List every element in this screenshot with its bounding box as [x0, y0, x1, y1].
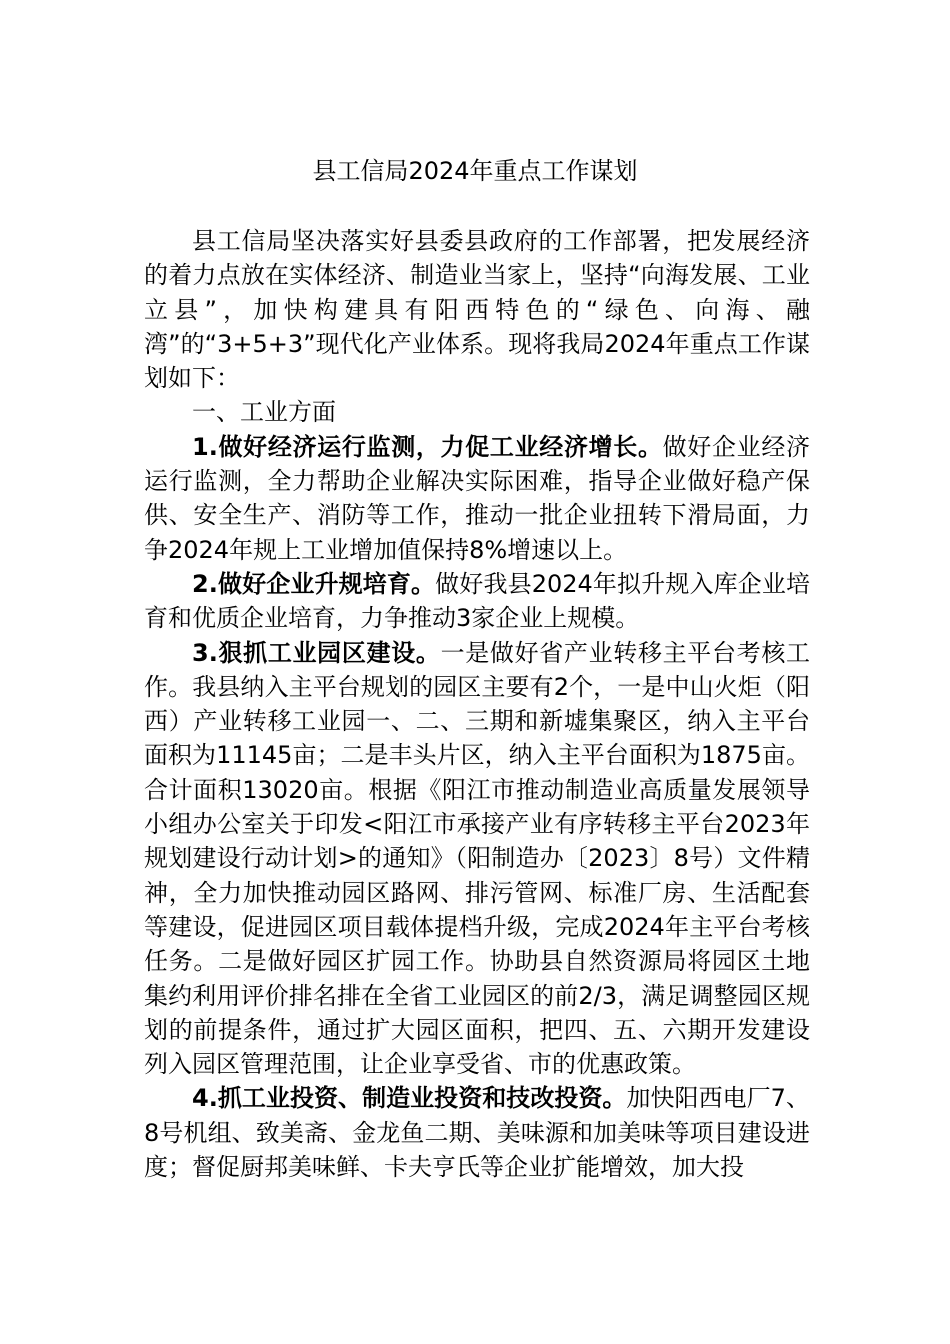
item-text: 做好企业经济运行监测，全力帮助企业解决实际困难，指导企业做好稳产保供、安全生产、消防等工作，推动一批企业扭转下滑局面，力争2024年规上工业增加值保持8%增速以上。 [144, 432, 810, 564]
item-lead: 4.抓工业投资、制造业投资和技改投资。 [192, 1084, 627, 1113]
item-lead: 1.做好经济运行监测，力促工业经济增长。 [192, 432, 663, 461]
item-paragraph [144, 1081, 810, 1184]
item-lead: 3.狠抓工业园区建设。 [192, 638, 441, 667]
document-title: 县工信局2024年重点工作谋划 [312, 157, 638, 185]
section-heading: 一、工业方面 [192, 398, 336, 427]
item-text: 做好我县2024年拟升规入库企业培育和优质企业培育，力争推动3家企业上规模。 [144, 569, 810, 633]
item-text: 一是做好省产业转移主平台考核工作。我县纳入主平台规划的园区主要有2个，一是中山火炬（阳西）产业转移工业园一、二、三期和新墟集聚区，纳入主平台面积为11145亩；二是丰头片区，纳入主平台面积为1875亩。合计面积13020亩。根据《阳江市推动制造业高质量发展领导小组办公室关于印发<阳江市承接产业有序转移主平台2023年规划建设行动计划>的通知》（阳制造办〔2023〕8号）文件精神，全力加快推动园区路网、排污管网、标准厂房、生活配套等建设，促进园区项目载体提档升级，完成2024年主平台考核任务。二是做好园区扩园工作。协助县自然资源局将园区土地集约利用评价排名排在全省工业园区的前2/3，满足调整园区规划的前提条件，通过扩大园区面积，把四、五、六期开发建设列入园区管理范围，让企业享受省、市的优惠政策。 [144, 638, 810, 1079]
item-lead: 2.做好企业升规培育。 [192, 569, 436, 598]
item-paragraph [144, 567, 810, 636]
item-paragraph [144, 636, 810, 1082]
item-paragraph [144, 430, 810, 567]
intro-paragraph: 县工信局坚决落实好县委县政府的工作部署，把发展经济的着力点放在实体经济、制造业当家上，坚持“向海发展、工业立县”，加快构建具有阳西特色的“绿色、向海、融湾”的“3+5+3”现代化产业体系。现将我局2024年重点工作谋划如下： [144, 227, 810, 393]
item-text: 加快阳西电厂7、8号机组、致美斋、金龙鱼二期、美味源和加美味等项目建设进度；督促厨邦美味鲜、卡夫亨氏等企业扩能增效，加大投 [144, 1084, 810, 1182]
document-body [144, 224, 810, 1184]
